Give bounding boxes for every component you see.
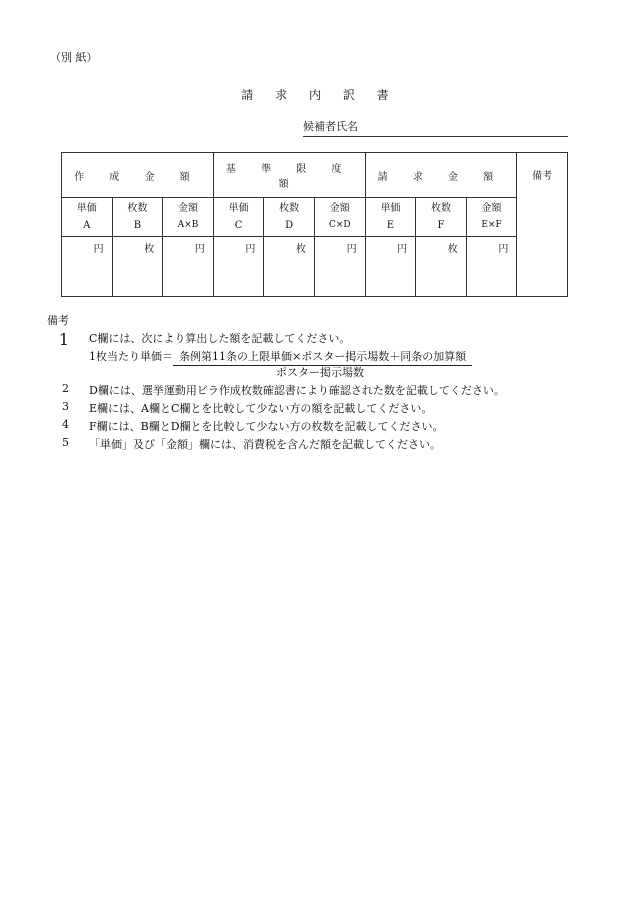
entry-cell[interactable]: 枚	[416, 237, 467, 297]
remark-number: 2	[62, 382, 69, 395]
remark-number: 3	[62, 400, 69, 413]
column-header: 単価 A	[62, 198, 113, 237]
column-header: 枚数 F	[416, 198, 467, 237]
remarks-column-header: 備考	[532, 171, 553, 182]
remark-text: C欄には、次により算出した額を記載してください。	[89, 332, 351, 345]
remark-text: E欄には、A欄とC欄とを比較して少ない方の額を記載してください。	[89, 402, 433, 415]
entry-cell[interactable]: 枚	[112, 237, 163, 297]
remark-number: 1	[58, 330, 69, 349]
title-char: 内	[308, 88, 321, 102]
claim-breakdown-table	[61, 152, 568, 297]
title-char: 請	[241, 88, 254, 102]
remark-text: D欄には、選挙運動用ビラ作成枚数確認書により確認された数を記載してください。	[89, 384, 505, 397]
entry-cell[interactable]: 枚	[264, 237, 315, 297]
table-header-row	[62, 153, 568, 198]
remark-number: 5	[62, 436, 69, 449]
group-header-production: 作 成 金 額	[62, 153, 214, 198]
column-header: 金額 C×D	[314, 198, 365, 237]
column-header: 金額 A×B	[163, 198, 214, 237]
candidate-name-field[interactable]	[303, 118, 568, 137]
column-header: 枚数 D	[264, 198, 315, 237]
table-subheader-row	[62, 198, 568, 237]
column-header: 単価 C	[213, 198, 264, 237]
remarks-heading: 備考	[47, 314, 69, 327]
column-header: 枚数 B	[112, 198, 163, 237]
column-header: 単価 E	[365, 198, 416, 237]
entry-cell[interactable]: 円	[466, 237, 517, 297]
entry-cell[interactable]: 円	[62, 237, 113, 297]
entry-cell[interactable]: 円	[213, 237, 264, 297]
entry-cell[interactable]: 円	[314, 237, 365, 297]
formula-denominator: ポスター掲示場数	[276, 366, 364, 379]
remark-number: 4	[62, 418, 69, 431]
formula-lhs: 1枚当たり単価＝	[89, 350, 173, 363]
candidate-name-label: 候補者氏名	[303, 120, 358, 133]
formula-numerator: 条例第11条の上限単価×ポスター掲示場数＋同条の加算額	[173, 348, 472, 366]
entry-cell[interactable]: 円	[365, 237, 416, 297]
remark-text: 「単価」及び「金額」欄には、消費税を含んだ額を記載してください。	[89, 438, 441, 451]
entry-cell[interactable]: 円	[163, 237, 214, 297]
remark-text: F欄には、B欄とD欄とを比較して少ない方の枚数を記載してください。	[89, 420, 444, 433]
remarks-column	[517, 153, 568, 297]
attachment-label: （別 紙）	[50, 51, 98, 64]
title-char: 書	[376, 88, 389, 102]
group-header-limit: 基 準 限 度 額	[213, 153, 365, 198]
document-title	[0, 86, 630, 103]
column-header: 金額 E×F	[466, 198, 517, 237]
group-header-claim: 請 求 金 額	[365, 153, 517, 198]
table-entry-row	[62, 237, 568, 297]
title-char: 求	[275, 88, 288, 102]
title-char: 訳	[342, 88, 355, 102]
